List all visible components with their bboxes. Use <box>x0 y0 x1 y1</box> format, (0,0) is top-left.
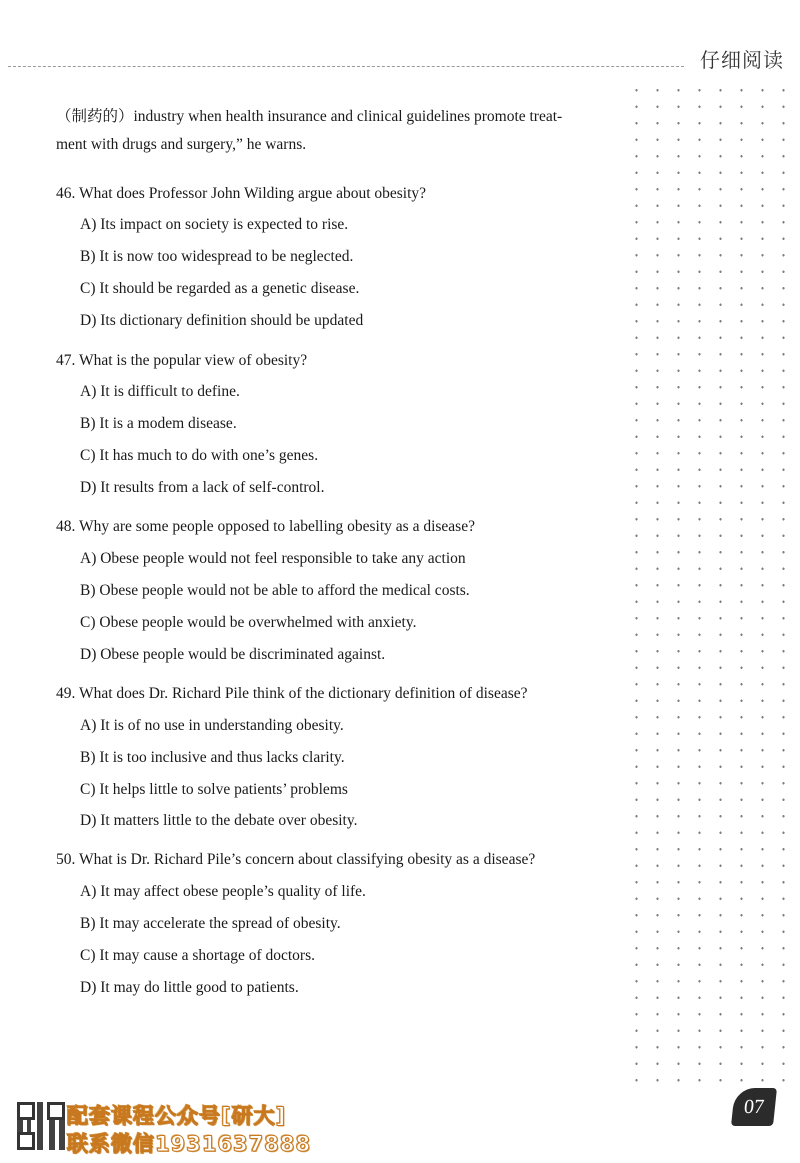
question-stem: 48. Why are some people opposed to labelling obesity as a disease? <box>56 518 475 535</box>
note-dot-grid <box>620 78 785 1088</box>
qr-finder-mark <box>47 1102 65 1120</box>
answer-option: A) It is of no use in understanding obesity. <box>80 717 344 734</box>
watermark-contact: 联系微信1931637888 <box>67 1132 312 1156</box>
header-divider <box>8 66 684 67</box>
answer-option: D) It may do little good to patients. <box>80 979 299 996</box>
answer-option: B) Obese people would not be able to afford the medical costs. <box>80 582 470 599</box>
question-stem: 47. What is the popular view of obesity? <box>56 352 308 369</box>
answer-option: A) It may affect obese people’s quality of life. <box>80 883 366 900</box>
answer-option: C) It should be regarded as a genetic disease. <box>80 280 360 297</box>
section-title: 仔细阅读 <box>700 48 784 72</box>
watermark-course-account: 配套课程公众号[研大] <box>67 1104 287 1128</box>
qr-finder-mark <box>17 1102 35 1120</box>
passage-line: （制药的）industry when health insurance and clinical guidelines promote treat- <box>56 108 563 125</box>
question-stem: 46. What does Professor John Wilding argue about obesity? <box>56 185 427 202</box>
answer-option: A) Obese people would not feel responsible to take any action <box>80 550 466 567</box>
answer-option: B) It is too inclusive and thus lacks clarity. <box>80 749 345 766</box>
answer-option: D) Its dictionary definition should be updated <box>80 312 364 329</box>
page-number: 07 <box>742 1095 766 1118</box>
answer-option: D) Obese people would be discriminated against. <box>80 646 386 663</box>
page-number-badge <box>731 1088 777 1126</box>
answer-option: C) Obese people would be overwhelmed with anxiety. <box>80 614 417 631</box>
answer-option: B) It is now too widespread to be neglected. <box>80 248 354 265</box>
question-stem: 50. What is Dr. Richard Pile’s concern about classifying obesity as a disease? <box>56 851 536 868</box>
answer-option: C) It may cause a shortage of doctors. <box>80 947 316 964</box>
qr-finder-mark <box>17 1132 35 1150</box>
answer-option: B) It is a modem disease. <box>80 415 237 432</box>
answer-option: D) It matters little to the debate over obesity. <box>80 812 358 829</box>
qr-code-image <box>17 1102 65 1150</box>
answer-option: A) Its impact on society is expected to rise. <box>80 216 349 233</box>
passage-line: ment with drugs and surgery,” he warns. <box>56 136 307 153</box>
question-stem: 49. What does Dr. Richard Pile think of the dictionary definition of disease? <box>56 685 528 702</box>
answer-option: A) It is difficult to define. <box>80 383 240 400</box>
answer-option: C) It has much to do with one’s genes. <box>80 447 319 464</box>
answer-option: B) It may accelerate the spread of obesity. <box>80 915 341 932</box>
answer-option: C) It helps little to solve patients’ problems <box>80 781 348 798</box>
answer-option: D) It results from a lack of self-control. <box>80 479 325 496</box>
